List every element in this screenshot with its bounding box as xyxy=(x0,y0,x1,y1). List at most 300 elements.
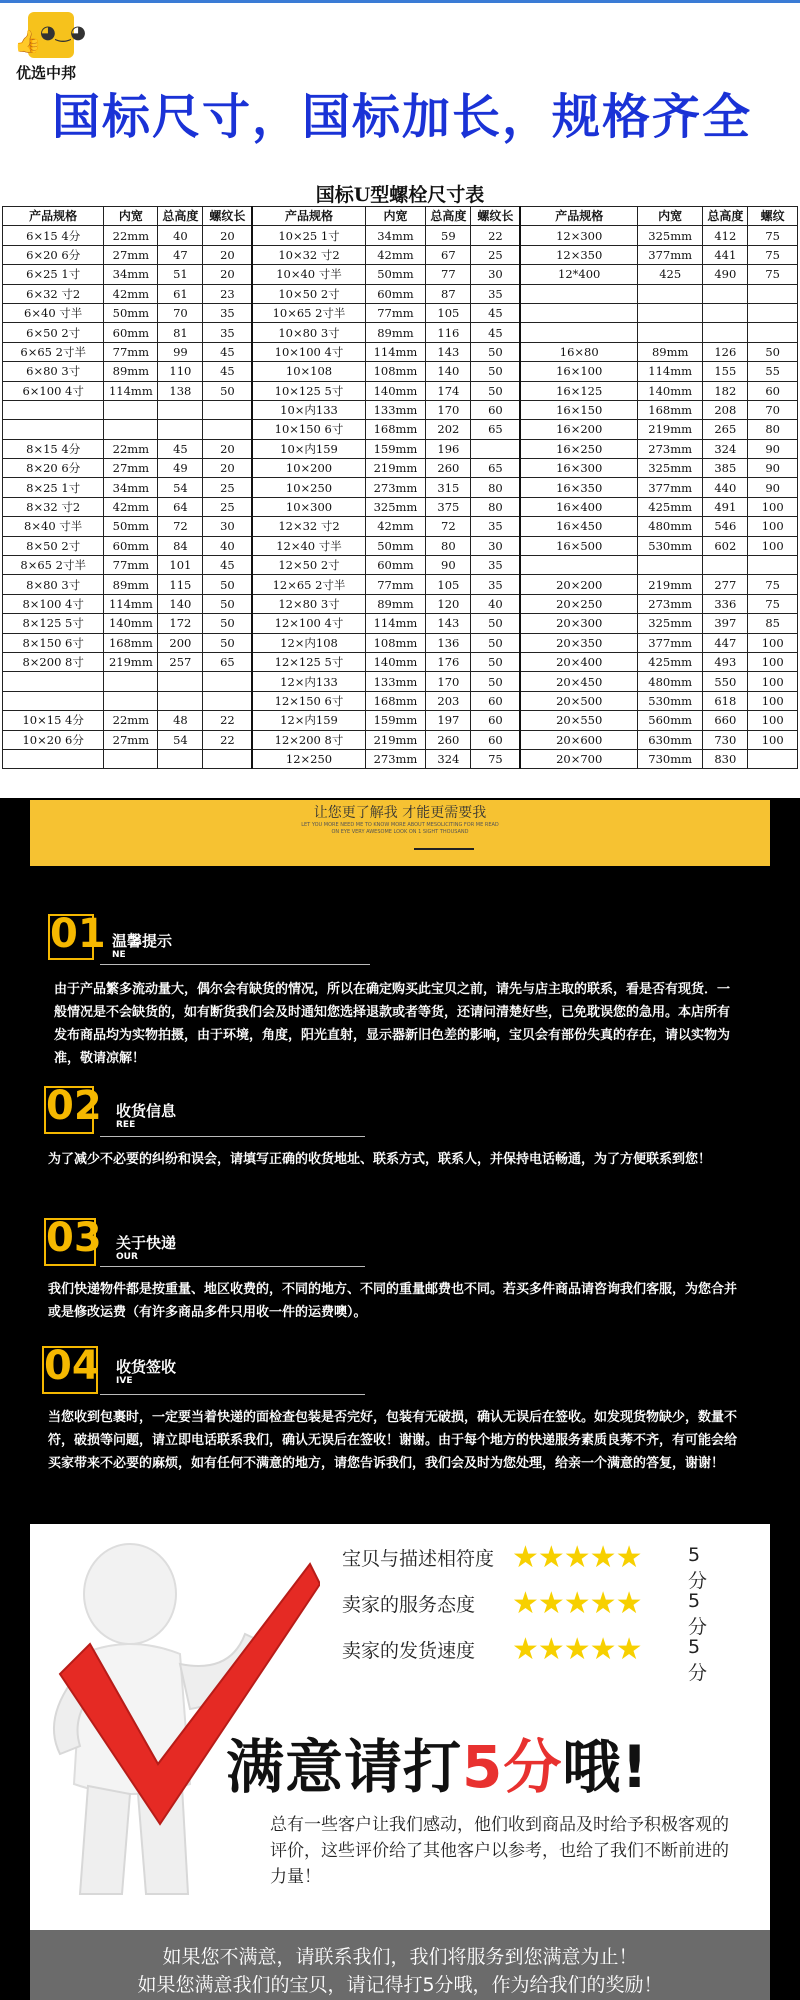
table-cell: 336 xyxy=(703,594,748,613)
table-cell: 202 xyxy=(426,420,471,439)
footer-line: 如果您不满意，请联系我们，我们将服务到您满意为止！ xyxy=(162,1946,638,1968)
table-cell: 530mm xyxy=(638,536,703,555)
slogan-score: 5分 xyxy=(462,1733,563,1801)
table-cell: 10×108 xyxy=(252,362,365,381)
table-cell: 59 xyxy=(426,226,471,245)
table-cell xyxy=(703,323,748,342)
table-cell xyxy=(520,303,637,322)
table-cell: 10×40 寸半 xyxy=(252,265,365,284)
table-cell: 10×25 1寸 xyxy=(252,226,365,245)
table-cell: 273mm xyxy=(365,478,426,497)
table-cell: 35 xyxy=(471,284,521,303)
table-cell: 491 xyxy=(703,497,748,516)
tip-title: 关于快递 xyxy=(116,1234,177,1252)
table-cell: 110 xyxy=(158,362,203,381)
table-cell: 77mm xyxy=(104,556,158,575)
table-cell: 20 xyxy=(203,245,253,264)
table-header-cell: 内宽 xyxy=(365,207,426,226)
table-cell: 10×200 xyxy=(252,459,365,478)
table-cell: 6×80 3寸 xyxy=(3,362,104,381)
table-cell: 50 xyxy=(203,575,253,594)
banner-sub-line: LET YOU MORE NEED ME TO KNOW MORE ABOUT MESOLICITING FOR ME READ xyxy=(301,822,499,828)
table-cell: 108mm xyxy=(365,633,426,652)
table-row xyxy=(3,284,798,303)
table-cell: 325mm xyxy=(365,497,426,516)
thumbs-up-icon: 👍 xyxy=(14,30,42,55)
table-cell: 16×250 xyxy=(520,439,637,458)
table-row xyxy=(3,400,798,419)
table-cell: 140 xyxy=(426,362,471,381)
table-cell: 16×100 xyxy=(520,362,637,381)
table-cell: 42mm xyxy=(104,284,158,303)
table-cell: 546 xyxy=(703,517,748,536)
table-title: 国标U型螺栓尺寸表 xyxy=(315,184,485,206)
table-row xyxy=(3,691,798,710)
table-cell: 12×250 xyxy=(252,749,365,768)
table-header-cell: 内宽 xyxy=(638,207,703,226)
table-cell: 8×65 2寸半 xyxy=(3,556,104,575)
smile-face-icon: ◕‿◕ xyxy=(40,22,86,43)
table-cell xyxy=(203,749,253,768)
table-cell: 159mm xyxy=(365,439,426,458)
table-cell: 48 xyxy=(158,711,203,730)
table-cell: 80 xyxy=(471,497,521,516)
table-cell: 8×50 2寸 xyxy=(3,536,104,555)
table-cell: 265 xyxy=(703,420,748,439)
table-cell: 200 xyxy=(158,633,203,652)
table-cell: 64 xyxy=(158,497,203,516)
tip-number: 04 xyxy=(44,1343,100,1389)
table-cell: 136 xyxy=(426,633,471,652)
table-cell: 20×700 xyxy=(520,749,637,768)
tip-number: 03 xyxy=(46,1215,102,1261)
table-cell: 50 xyxy=(471,633,521,652)
table-cell: 126 xyxy=(703,342,748,361)
table-cell: 114mm xyxy=(638,362,703,381)
table-cell xyxy=(520,556,637,575)
table-cell: 10×250 xyxy=(252,478,365,497)
table-header-cell: 产品规格 xyxy=(252,207,365,226)
table-cell: 75 xyxy=(748,245,798,264)
store-logo[interactable] xyxy=(14,8,94,88)
table-cell: 116 xyxy=(426,323,471,342)
table-cell: 530mm xyxy=(638,691,703,710)
table-cell: 77mm xyxy=(365,303,426,322)
table-cell: 16×450 xyxy=(520,517,637,536)
footer-bar xyxy=(30,1930,770,2000)
table-row xyxy=(3,459,798,478)
table-row xyxy=(3,342,798,361)
table-cell: 8×40 寸半 xyxy=(3,517,104,536)
table-cell: 10×20 6分 xyxy=(3,730,104,749)
table-cell: 197 xyxy=(426,711,471,730)
table-cell xyxy=(203,400,253,419)
table-cell: 447 xyxy=(703,633,748,652)
table-cell: 143 xyxy=(426,342,471,361)
table-cell xyxy=(638,556,703,575)
table-cell xyxy=(3,672,104,691)
table-cell: 10×32 寸2 xyxy=(252,245,365,264)
table-cell: 10×内133 xyxy=(252,400,365,419)
table-cell xyxy=(3,691,104,710)
table-row xyxy=(3,633,798,652)
table-cell: 324 xyxy=(426,749,471,768)
table-cell: 425 xyxy=(638,265,703,284)
size-table-section xyxy=(0,160,800,798)
table-cell: 20×200 xyxy=(520,575,637,594)
tip-rule xyxy=(100,964,370,965)
table-cell: 50 xyxy=(203,633,253,652)
table-cell: 65 xyxy=(471,459,521,478)
table-cell: 54 xyxy=(158,478,203,497)
rating-score: 5分 xyxy=(688,1544,708,1592)
table-cell: 108mm xyxy=(365,362,426,381)
table-cell: 377mm xyxy=(638,245,703,264)
table-cell: 60 xyxy=(471,711,521,730)
table-cell: 40 xyxy=(471,594,521,613)
table-cell: 12×65 2寸半 xyxy=(252,575,365,594)
table-cell: 105 xyxy=(426,575,471,594)
table-cell: 219mm xyxy=(365,730,426,749)
top-accent-line xyxy=(0,0,800,3)
table-row xyxy=(3,536,798,555)
table-header-cell: 内宽 xyxy=(104,207,158,226)
table-cell xyxy=(158,400,203,419)
table-cell: 60mm xyxy=(365,556,426,575)
table-cell xyxy=(203,691,253,710)
rating-slogan xyxy=(226,1720,649,1804)
table-cell: 65 xyxy=(471,420,521,439)
rating-label: 卖家的服务态度 xyxy=(342,1594,476,1616)
table-row xyxy=(3,517,798,536)
table-cell xyxy=(158,420,203,439)
table-cell: 12×内133 xyxy=(252,672,365,691)
table-cell: 20×300 xyxy=(520,614,637,633)
table-cell: 22 xyxy=(203,730,253,749)
table-cell xyxy=(158,749,203,768)
table-cell: 50 xyxy=(471,652,521,671)
table-cell: 35 xyxy=(471,556,521,575)
table-cell: 8×32 寸2 xyxy=(3,497,104,516)
table-cell: 219mm xyxy=(104,652,158,671)
table-cell: 40 xyxy=(203,536,253,555)
table-cell: 219mm xyxy=(638,420,703,439)
table-cell: 441 xyxy=(703,245,748,264)
five-stars-icon[interactable]: ★★★★★ xyxy=(512,1586,642,1621)
table-cell: 618 xyxy=(703,691,748,710)
five-stars-icon[interactable]: ★★★★★ xyxy=(512,1540,642,1575)
table-cell: 115 xyxy=(158,575,203,594)
table-cell: 257 xyxy=(158,652,203,671)
table-cell: 6×25 1寸 xyxy=(3,265,104,284)
table-cell: 6×40 寸半 xyxy=(3,303,104,322)
table-cell: 22mm xyxy=(104,439,158,458)
table-cell: 273mm xyxy=(638,439,703,458)
table-cell: 89mm xyxy=(365,323,426,342)
table-cell: 12×内108 xyxy=(252,633,365,652)
table-cell: 176 xyxy=(426,652,471,671)
table-cell: 377mm xyxy=(638,633,703,652)
table-cell: 260 xyxy=(426,459,471,478)
table-cell: 20 xyxy=(203,439,253,458)
tip-body: 当您收到包裹时，一定要当着快递的面检查包装是否完好，包装有无破损，确认无误后在签收。如发现货物缺少，数量不符，破损等问题，请立即电话联系我们，确认无误后在签收！谢谢。由于每个地方的快递服务素质良莠不齐，有可能会给买家带来不必要的麻烦，如有任何不满意的地方，请您告诉我们，我们会及时为您处理，给亲一个满意的答复，谢谢！ xyxy=(48,1410,738,1471)
tip-title: 温馨提示 xyxy=(112,932,173,950)
table-cell: 45 xyxy=(203,342,253,361)
table-cell: 12×200 8寸 xyxy=(252,730,365,749)
table-cell xyxy=(703,556,748,575)
table-cell: 277 xyxy=(703,575,748,594)
table-cell: 85 xyxy=(748,614,798,633)
table-cell: 35 xyxy=(203,323,253,342)
table-header-cell: 总高度 xyxy=(703,207,748,226)
table-cell: 203 xyxy=(426,691,471,710)
banner-divider xyxy=(414,848,474,850)
table-cell: 16×80 xyxy=(520,342,637,361)
tip-subtitle: IVE xyxy=(116,1376,133,1386)
banner-title: 让您更了解我 才能更需要我 xyxy=(313,805,487,821)
table-cell: 45 xyxy=(471,323,521,342)
table-cell: 22 xyxy=(471,226,521,245)
tip-section-4 xyxy=(0,1340,800,1510)
table-cell: 140mm xyxy=(365,652,426,671)
table-cell: 8×20 6分 xyxy=(3,459,104,478)
banner-subtitle xyxy=(30,822,770,836)
table-cell: 75 xyxy=(471,749,521,768)
table-cell: 10×15 4分 xyxy=(3,711,104,730)
table-cell: 75 xyxy=(748,226,798,245)
tip-body: 我们快递物件都是按重量、地区收费的，不同的地方、不同的重量邮费也不同。若买多件商品请咨询我们客服，为您合并或是修改运费（有许多商品多件只用收一件的运费噢）。 xyxy=(48,1282,738,1320)
table-cell: 89mm xyxy=(104,362,158,381)
table-cell: 138 xyxy=(158,381,203,400)
table-cell: 20×400 xyxy=(520,652,637,671)
table-cell: 12×150 6寸 xyxy=(252,691,365,710)
table-cell: 412 xyxy=(703,226,748,245)
table-cell: 8×125 5寸 xyxy=(3,614,104,633)
table-cell: 50mm xyxy=(104,303,158,322)
table-cell: 60mm xyxy=(365,284,426,303)
table-header-cell: 螺纹长 xyxy=(203,207,253,226)
table-cell: 168mm xyxy=(104,633,158,652)
table-cell: 20×600 xyxy=(520,730,637,749)
slogan-part: 哦! xyxy=(562,1733,649,1801)
tip-body: 由于产品繁多流动量大，偶尔会有缺货的情况，所以在确定购买此宝贝之前，请先与店主取的联系，看是否有现货．一般情况是不会缺货的，如有断货我们会及时通知您选择退款或者等货，还请问清楚好些，已免耽误您的急用。本店所有发布商品均为实物拍摄，由于环境，角度，阳光直射，显示器新旧色差的影响，宝贝会有部份失真的存在，请以实物为准，敬请凉解！ xyxy=(54,982,731,1066)
table-cell: 133mm xyxy=(365,400,426,419)
table-cell: 67 xyxy=(426,245,471,264)
table-cell: 12×350 xyxy=(520,245,637,264)
table-cell: 100 xyxy=(748,730,798,749)
table-cell: 75 xyxy=(748,594,798,613)
table-cell: 51 xyxy=(158,265,203,284)
table-cell: 22 xyxy=(203,711,253,730)
table-cell: 35 xyxy=(471,575,521,594)
table-row xyxy=(3,362,798,381)
table-cell: 50 xyxy=(471,614,521,633)
table-cell: 105 xyxy=(426,303,471,322)
table-header-row xyxy=(3,207,798,226)
table-cell: 89mm xyxy=(104,575,158,594)
table-cell: 77 xyxy=(426,265,471,284)
table-cell: 30 xyxy=(203,517,253,536)
table-row xyxy=(3,614,798,633)
rating-score: 5分 xyxy=(688,1636,708,1684)
table-cell: 27mm xyxy=(104,730,158,749)
table-cell: 425mm xyxy=(638,497,703,516)
table-cell: 90 xyxy=(748,478,798,497)
rating-label: 宝贝与描述相符度 xyxy=(342,1548,495,1570)
table-row xyxy=(3,730,798,749)
table-cell: 172 xyxy=(158,614,203,633)
table-cell: 660 xyxy=(703,711,748,730)
table-row xyxy=(3,226,798,245)
table-cell xyxy=(703,303,748,322)
five-stars-icon[interactable]: ★★★★★ xyxy=(512,1632,642,1667)
table-cell: 34mm xyxy=(365,226,426,245)
table-cell: 42mm xyxy=(365,517,426,536)
table-cell: 89mm xyxy=(638,342,703,361)
table-row xyxy=(3,575,798,594)
table-row xyxy=(3,672,798,691)
table-cell: 50 xyxy=(203,381,253,400)
table-cell: 325mm xyxy=(638,226,703,245)
table-cell xyxy=(104,420,158,439)
table-cell: 324 xyxy=(703,439,748,458)
table-cell: 70 xyxy=(158,303,203,322)
table-header-cell: 总高度 xyxy=(158,207,203,226)
thanks-paragraph: 总有一些客户让我们感动，他们收到商品及时给予积极客观的评价，这些评价给了其他客户以参考，也给了我们不断前进的力量！ xyxy=(270,1815,729,1887)
table-header-cell: 螺纹长 xyxy=(471,207,521,226)
table-cell: 114mm xyxy=(104,594,158,613)
table-cell: 80 xyxy=(471,478,521,497)
table-cell: 8×200 8寸 xyxy=(3,652,104,671)
table-cell: 60 xyxy=(471,691,521,710)
table-cell: 10×内159 xyxy=(252,439,365,458)
table-row xyxy=(3,652,798,671)
table-cell: 50 xyxy=(471,381,521,400)
table-cell: 90 xyxy=(748,439,798,458)
intro-banner xyxy=(30,800,770,866)
tip-title: 收货信息 xyxy=(116,1102,177,1120)
table-cell: 45 xyxy=(158,439,203,458)
table-cell: 10×150 6寸 xyxy=(252,420,365,439)
table-header-cell: 总高度 xyxy=(426,207,471,226)
table-cell: 6×50 2寸 xyxy=(3,323,104,342)
table-cell: 61 xyxy=(158,284,203,303)
table-cell: 6×15 4分 xyxy=(3,226,104,245)
table-cell: 101 xyxy=(158,556,203,575)
tip-title: 收货签收 xyxy=(116,1358,177,1376)
banner-sub-line: ON EYE VERY AWESOME LOOK ON 1 SIGHT THOUSAND xyxy=(331,829,469,835)
table-cell: 34mm xyxy=(104,478,158,497)
table-cell: 23 xyxy=(203,284,253,303)
table-cell: 60mm xyxy=(104,536,158,555)
table-row xyxy=(3,749,798,768)
tip-number: 01 xyxy=(50,911,106,957)
table-cell: 377mm xyxy=(638,478,703,497)
table-cell: 77mm xyxy=(365,575,426,594)
table-cell: 60 xyxy=(471,730,521,749)
table-cell: 60 xyxy=(471,400,521,419)
table-cell xyxy=(748,284,798,303)
table-cell: 77mm xyxy=(104,342,158,361)
table-row xyxy=(3,594,798,613)
table-cell xyxy=(748,556,798,575)
header-section xyxy=(0,0,800,160)
table-cell: 12×50 2寸 xyxy=(252,556,365,575)
tip-body: 为了减少不必要的纠纷和误会，请填写正确的收货地址、联系方式，联系人，并保持电话畅通，为了方便联系到您！ xyxy=(48,1152,712,1167)
table-row xyxy=(3,556,798,575)
table-cell: 22mm xyxy=(104,711,158,730)
table-cell xyxy=(748,323,798,342)
table-cell: 630mm xyxy=(638,730,703,749)
table-cell: 315 xyxy=(426,478,471,497)
table-cell: 208 xyxy=(703,400,748,419)
table-cell: 25 xyxy=(471,245,521,264)
table-cell: 20×550 xyxy=(520,711,637,730)
table-cell: 10×100 4寸 xyxy=(252,342,365,361)
table-cell: 16×200 xyxy=(520,420,637,439)
table-cell: 16×400 xyxy=(520,497,637,516)
table-cell: 45 xyxy=(471,303,521,322)
table-cell xyxy=(104,672,158,691)
table-cell: 397 xyxy=(703,614,748,633)
table-row xyxy=(3,303,798,322)
table-cell: 10×65 2寸半 xyxy=(252,303,365,322)
rating-score: 5分 xyxy=(688,1590,708,1638)
table-cell: 80 xyxy=(748,420,798,439)
table-cell: 100 xyxy=(748,652,798,671)
table-cell: 50 xyxy=(471,672,521,691)
table-cell: 140mm xyxy=(365,381,426,400)
table-cell: 40 xyxy=(158,226,203,245)
logo-text: 优选中邦 xyxy=(16,64,77,82)
table-cell: 10×80 3寸 xyxy=(252,323,365,342)
table-cell: 114mm xyxy=(104,381,158,400)
table-cell: 20 xyxy=(203,226,253,245)
table-cell: 114mm xyxy=(365,342,426,361)
table-cell: 20×450 xyxy=(520,672,637,691)
table-cell: 425mm xyxy=(638,652,703,671)
table-cell: 159mm xyxy=(365,711,426,730)
table-cell: 100 xyxy=(748,517,798,536)
table-cell: 16×125 xyxy=(520,381,637,400)
table-cell: 50mm xyxy=(365,265,426,284)
table-cell: 20×250 xyxy=(520,594,637,613)
table-cell xyxy=(748,749,798,768)
table-cell: 602 xyxy=(703,536,748,555)
table-cell: 219mm xyxy=(638,575,703,594)
table-cell: 140mm xyxy=(638,381,703,400)
table-cell: 493 xyxy=(703,652,748,671)
table-cell: 35 xyxy=(203,303,253,322)
table-cell: 325mm xyxy=(638,614,703,633)
table-cell: 8×25 1寸 xyxy=(3,478,104,497)
table-row xyxy=(3,323,798,342)
table-cell: 140 xyxy=(158,594,203,613)
table-cell: 273mm xyxy=(365,749,426,768)
table-cell: 6×20 6分 xyxy=(3,245,104,264)
table-cell: 100 xyxy=(748,711,798,730)
table-header-cell: 产品规格 xyxy=(3,207,104,226)
table-cell: 42mm xyxy=(104,497,158,516)
table-row xyxy=(3,381,798,400)
table-cell: 8×80 3寸 xyxy=(3,575,104,594)
table-cell: 20×350 xyxy=(520,633,637,652)
table-cell: 10×50 2寸 xyxy=(252,284,365,303)
table-cell: 8×100 4寸 xyxy=(3,594,104,613)
table-cell: 50 xyxy=(471,342,521,361)
table-cell: 10×300 xyxy=(252,497,365,516)
table-cell: 100 xyxy=(748,633,798,652)
